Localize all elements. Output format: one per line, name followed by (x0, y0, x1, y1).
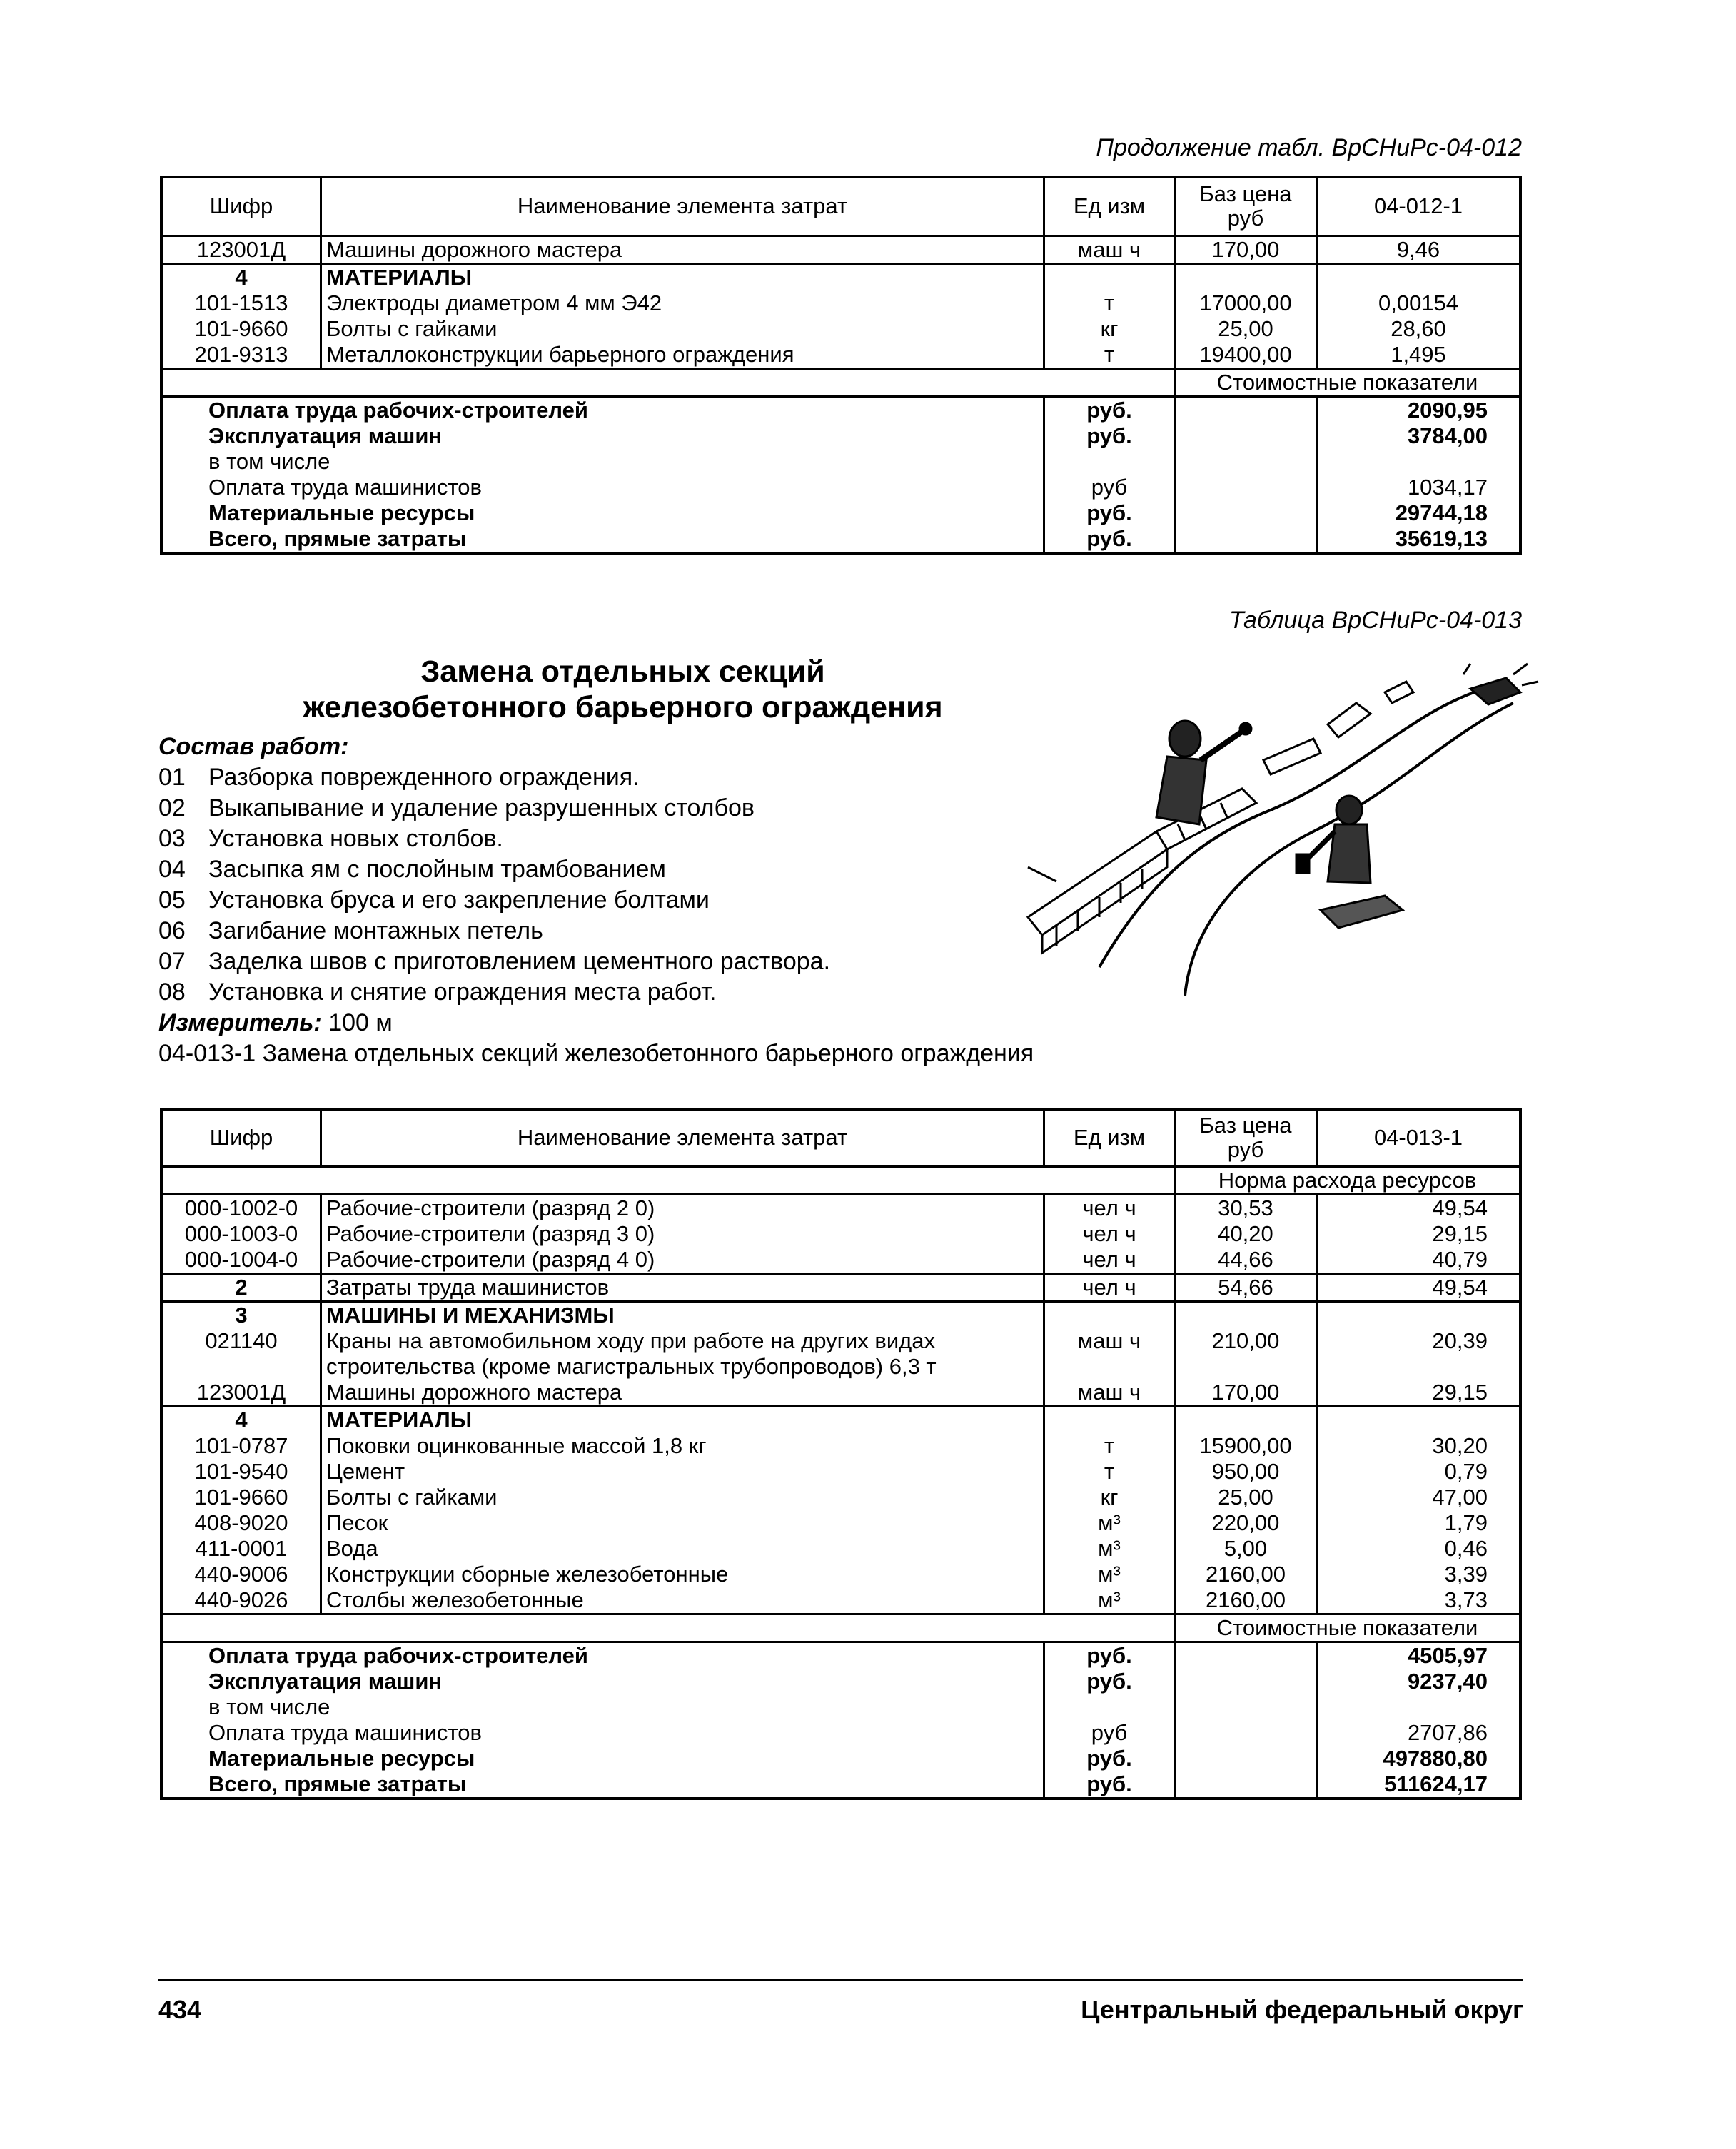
table-row (161, 1510, 1520, 1536)
item-text: Разборка поврежденного ограждения. (208, 764, 640, 791)
summary-unit: руб. (1044, 500, 1175, 526)
cell-price (1175, 1301, 1317, 1328)
cell-name: Электроды диаметром 4 мм Э42 (321, 290, 1044, 316)
cell-code: 408-9020 (161, 1510, 321, 1536)
cell-norm: 9,46 (1317, 236, 1521, 263)
summary-price (1175, 1720, 1317, 1746)
summary-price (1175, 500, 1317, 526)
table-body (161, 1166, 1520, 1799)
summary-unit (1044, 449, 1175, 475)
cell-unit: т (1044, 342, 1175, 369)
cell-code: 000-1002-0 (161, 1194, 321, 1221)
cell-name: Краны на автомобильном ходу при работе на других видах строительства (кроме магистральных трубопроводов) 6,3 т (321, 1328, 1044, 1380)
section-spacer (161, 368, 1175, 396)
cell-unit (1044, 1301, 1175, 1328)
table-row (161, 1433, 1520, 1459)
cell-norm: 40,79 (1432, 1246, 1488, 1272)
cell-unit: м³ (1044, 1587, 1175, 1614)
list-item (158, 824, 1034, 854)
summary-unit: руб. (1044, 1746, 1175, 1771)
cell-unit: м³ (1044, 1562, 1175, 1587)
summary-price (1175, 1746, 1317, 1771)
header-unit: Ед изм (1044, 177, 1175, 236)
cell-price: 40,20 (1175, 1221, 1317, 1247)
cell-code: 101-9660 (161, 316, 321, 342)
summary-label: Оплата труда машинистов (161, 475, 1044, 500)
summary-row (161, 475, 1520, 500)
table-row (161, 1536, 1520, 1562)
cell-unit: м³ (1044, 1536, 1175, 1562)
cell-unit (1044, 1406, 1175, 1433)
cell-name: Вода (321, 1536, 1044, 1562)
cell-unit: чел ч (1044, 1273, 1175, 1301)
summary-label: Оплата труда рабочих-строителей (161, 1642, 1044, 1669)
cell-norm: 1,495 (1391, 341, 1446, 367)
summary-price (1175, 1642, 1317, 1669)
table-row (161, 1194, 1520, 1221)
item-text: Выкапывание и удаление разрушенных столбов (208, 794, 755, 821)
cell-code: 440-9006 (161, 1562, 321, 1587)
item-text: Установка бруса и его закрепление болтами (208, 886, 710, 914)
table-subtitle: 04-013-1 Замена отдельных секций железобетонного барьерного ограждения (158, 1040, 1034, 1067)
cell-code: 123001Д (161, 1380, 321, 1407)
summary-price (1175, 1694, 1317, 1720)
header-price: Баз цена руб (1175, 177, 1317, 236)
summary-label: в том числе (161, 449, 1044, 475)
table-caption: Таблица ВрСНиРс-04-013 (1228, 607, 1522, 634)
summary-unit: руб. (1044, 1642, 1175, 1669)
table-row (161, 1380, 1520, 1407)
header-name: Наименование элемента затрат (321, 1109, 1044, 1166)
item-text: Установка и снятие ограждения места работ. (208, 979, 717, 1006)
section-row-cost (161, 368, 1520, 396)
summary-value: 1034,17 (1407, 474, 1488, 500)
summary-unit: руб. (1044, 1771, 1175, 1799)
summary-unit: руб. (1044, 526, 1175, 553)
table-row (161, 342, 1520, 369)
table-row (161, 1301, 1520, 1328)
summary-price (1175, 1669, 1317, 1694)
section-label: Стоимостные показатели (1175, 1614, 1521, 1642)
cell-unit: т (1044, 290, 1175, 316)
summary-value: 2707,86 (1407, 1719, 1488, 1745)
summary-price (1175, 396, 1317, 423)
summary-price (1175, 1771, 1317, 1799)
summary-value: 9237,40 (1407, 1668, 1488, 1694)
cell-name: Металлоконструкции барьерного ограждения (321, 342, 1044, 369)
cell-code: 123001Д (161, 236, 321, 263)
header-price: Баз цена руб (1175, 1109, 1317, 1166)
cell-price: 5,00 (1175, 1536, 1317, 1562)
header-name: Наименование элемента затрат (321, 177, 1044, 236)
summary-label: Оплата труда машинистов (161, 1720, 1044, 1746)
table-body (161, 236, 1520, 553)
cell-code: 4 (161, 263, 321, 290)
list-item (158, 916, 1034, 946)
cell-name: МАТЕРИАЛЫ (321, 263, 1044, 290)
cell-norm: 29,15 (1432, 1220, 1488, 1246)
summary-row (161, 449, 1520, 475)
table-row (161, 263, 1520, 290)
cell-price: 170,00 (1175, 236, 1317, 263)
summary-row (161, 1720, 1520, 1746)
cell-code: 440-9026 (161, 1587, 321, 1614)
list-item (158, 977, 1034, 1008)
cell-norm: 3,39 (1444, 1561, 1488, 1587)
cell-name: Болты с гайками (321, 316, 1044, 342)
cell-name: Песок (321, 1510, 1044, 1536)
cell-code: 2 (161, 1273, 321, 1301)
summary-value: 2090,95 (1407, 397, 1488, 423)
item-number: 02 (158, 794, 186, 821)
cell-price: 25,00 (1175, 316, 1317, 342)
cell-name: Конструкции сборные железобетонные (321, 1562, 1044, 1587)
footer-rule (158, 1979, 1523, 1981)
list-item (158, 885, 1034, 916)
summary-label: Всего, прямые затраты (161, 1771, 1044, 1799)
section-spacer (161, 1166, 1175, 1194)
cell-code: 101-0787 (161, 1433, 321, 1459)
measure-label: Измеритель: (158, 1009, 322, 1036)
section-title-line1: Замена отдельных секций (420, 654, 825, 689)
table-row (161, 1406, 1520, 1433)
cell-unit: чел ч (1044, 1221, 1175, 1247)
cell-price (1175, 263, 1317, 290)
cell-unit: т (1044, 1459, 1175, 1485)
cell-unit: маш ч (1044, 1328, 1175, 1380)
summary-unit: руб. (1044, 423, 1175, 449)
summary-price (1175, 449, 1317, 475)
cell-price: 15900,00 (1175, 1433, 1317, 1459)
cell-name: Цемент (321, 1459, 1044, 1485)
cell-norm: 47,00 (1432, 1484, 1488, 1510)
item-text: Засыпка ям с послойным трамбованием (208, 856, 666, 883)
summary-row (161, 526, 1520, 553)
summary-unit: руб. (1044, 396, 1175, 423)
section-label: Стоимостные показатели (1175, 368, 1521, 396)
summary-unit: руб. (1044, 1669, 1175, 1694)
summary-row (161, 1694, 1520, 1720)
summary-value (1317, 449, 1521, 475)
cell-norm (1317, 263, 1521, 290)
cell-unit (1044, 263, 1175, 290)
cell-norm: 30,20 (1432, 1432, 1488, 1458)
summary-row (161, 423, 1520, 449)
works-label: Состав работ: (158, 733, 349, 760)
measure-line (158, 1008, 1034, 1038)
page-number: 434 (158, 1995, 202, 2024)
cell-price: 44,66 (1175, 1247, 1317, 1274)
cell-name: МАШИНЫ И МЕХАНИЗМЫ (321, 1301, 1044, 1328)
cell-norm: 28,60 (1391, 315, 1446, 341)
summary-row (161, 1771, 1520, 1799)
item-number: 07 (158, 948, 186, 975)
works-block (158, 732, 1034, 1069)
cell-norm: 0,46 (1444, 1535, 1488, 1561)
cell-code: 3 (161, 1301, 321, 1328)
summary-label: Эксплуатация машин (161, 1669, 1044, 1694)
header-code: Шифр (161, 1109, 321, 1166)
measure-value: 100 м (328, 1009, 393, 1036)
summary-value (1317, 1694, 1521, 1720)
cell-price: 30,53 (1175, 1194, 1317, 1221)
cell-norm (1317, 1406, 1521, 1433)
summary-value: 29744,18 (1395, 500, 1488, 525)
summary-price (1175, 526, 1317, 553)
cell-code: 101-9540 (161, 1459, 321, 1485)
summary-value: 3784,00 (1407, 423, 1488, 448)
cell-code: 101-9660 (161, 1485, 321, 1510)
item-number: 05 (158, 886, 186, 914)
list-item (158, 946, 1034, 977)
summary-label: Материальные ресурсы (161, 1746, 1044, 1771)
table-row (161, 236, 1520, 263)
table-row (161, 1221, 1520, 1247)
table-row (161, 1485, 1520, 1510)
cell-name: Рабочие-строители (разряд 2 0) (321, 1194, 1044, 1221)
summary-price (1175, 475, 1317, 500)
cell-unit: маш ч (1044, 236, 1175, 263)
item-text: Загибание монтажных петель (208, 917, 543, 944)
item-number: 08 (158, 979, 186, 1006)
cell-code: 101-1513 (161, 290, 321, 316)
summary-label: Оплата труда рабочих-строителей (161, 396, 1044, 423)
list-item (158, 854, 1034, 885)
summary-row (161, 500, 1520, 526)
cell-unit: кг (1044, 316, 1175, 342)
summary-value: 4505,97 (1407, 1642, 1488, 1668)
cell-code: 000-1003-0 (161, 1221, 321, 1247)
item-text: Установка новых столбов. (208, 825, 503, 852)
cell-price (1175, 1406, 1317, 1433)
summary-row (161, 1669, 1520, 1694)
summary-label: Материальные ресурсы (161, 500, 1044, 526)
cell-price: 25,00 (1175, 1485, 1317, 1510)
summary-label: в том числе (161, 1694, 1044, 1720)
cell-name: Поковки оцинкованные массой 1,8 кг (321, 1433, 1044, 1459)
table-row (161, 1459, 1520, 1485)
cell-price: 950,00 (1175, 1459, 1317, 1485)
summary-unit (1044, 1694, 1175, 1720)
cell-norm: 49,54 (1432, 1195, 1488, 1220)
item-number: 01 (158, 764, 186, 791)
summary-value: 35619,13 (1395, 525, 1488, 551)
section-spacer (161, 1614, 1175, 1642)
section-label: Норма расхода ресурсов (1175, 1166, 1521, 1194)
cell-norm: 1,79 (1444, 1510, 1488, 1535)
cell-price: 54,66 (1175, 1273, 1317, 1301)
summary-value: 497880,80 (1383, 1745, 1488, 1771)
cell-code: 021140 (161, 1328, 321, 1380)
cell-norm: 3,73 (1444, 1587, 1488, 1612)
header-norm-code: 04-012-1 (1317, 177, 1521, 236)
summary-price (1175, 423, 1317, 449)
table-row (161, 1562, 1520, 1587)
cell-unit: м³ (1044, 1510, 1175, 1536)
cell-norm: 49,54 (1317, 1273, 1521, 1301)
cell-norm: 29,15 (1432, 1379, 1488, 1405)
cell-norm (1317, 1301, 1521, 1328)
summary-row (161, 396, 1520, 423)
table-header (161, 177, 1520, 236)
section-row-cost (161, 1614, 1520, 1642)
item-number: 06 (158, 917, 186, 944)
summary-row (161, 1746, 1520, 1771)
cell-price: 170,00 (1175, 1380, 1317, 1407)
cell-price: 2160,00 (1175, 1587, 1317, 1614)
cell-unit: чел ч (1044, 1247, 1175, 1274)
table-row (161, 1247, 1520, 1274)
cell-unit: кг (1044, 1485, 1175, 1510)
table-row (161, 290, 1520, 316)
cell-name: Рабочие-строители (разряд 3 0) (321, 1221, 1044, 1247)
summary-unit: руб (1044, 475, 1175, 500)
footer-region: Центральный федеральный округ (1081, 1995, 1523, 2024)
item-number: 04 (158, 856, 186, 883)
summary-label: Эксплуатация машин (161, 423, 1044, 449)
cell-code: 201-9313 (161, 342, 321, 369)
item-text: Заделка швов с приготовлением цементного раствора. (208, 948, 831, 975)
header-code: Шифр (161, 177, 321, 236)
table-row (161, 316, 1520, 342)
header-norm-code: 04-013-1 (1317, 1109, 1521, 1166)
cell-name: Болты с гайками (321, 1485, 1044, 1510)
header-unit: Ед изм (1044, 1109, 1175, 1166)
summary-unit: руб (1044, 1720, 1175, 1746)
cell-price: 2160,00 (1175, 1562, 1317, 1587)
cell-name: МАТЕРИАЛЫ (321, 1406, 1044, 1433)
cell-code: 4 (161, 1406, 321, 1433)
item-number: 03 (158, 825, 186, 852)
summary-label: Всего, прямые затраты (161, 526, 1044, 553)
table-header (161, 1109, 1520, 1166)
table-row (161, 1587, 1520, 1614)
cell-unit: чел ч (1044, 1194, 1175, 1221)
summary-row (161, 1642, 1520, 1669)
table-row (161, 1273, 1520, 1301)
cost-table-04-013 (160, 1108, 1522, 1800)
cell-norm: 0,00154 (1378, 290, 1459, 315)
cell-unit: т (1044, 1433, 1175, 1459)
section-title-line2: железобетонного барьерного ограждения (303, 690, 943, 724)
cell-name: Машины дорожного мастера (321, 1380, 1044, 1407)
cost-table-04-012 (160, 176, 1522, 555)
list-item (158, 793, 1034, 824)
cell-price: 17000,00 (1175, 290, 1317, 316)
summary-value: 511624,17 (1384, 1771, 1488, 1796)
cell-norm: 20,39 (1432, 1328, 1488, 1353)
section-row-resources (161, 1166, 1520, 1194)
cell-code: 000-1004-0 (161, 1247, 321, 1274)
cell-name: Столбы железобетонные (321, 1587, 1044, 1614)
cell-unit: маш ч (1044, 1380, 1175, 1407)
cell-code: 411-0001 (161, 1536, 321, 1562)
cell-name: Затраты труда машинистов (321, 1273, 1044, 1301)
continuation-caption: Продолжение табл. ВрСНиРс-04-012 (1096, 134, 1522, 161)
road-barrier-illustration (1014, 653, 1556, 996)
cell-name: Машины дорожного мастера (321, 236, 1044, 263)
list-item (158, 762, 1034, 793)
cell-name: Рабочие-строители (разряд 4 0) (321, 1247, 1044, 1274)
cell-price: 210,00 (1175, 1328, 1317, 1380)
cell-price: 19400,00 (1175, 342, 1317, 369)
table-row (161, 1328, 1520, 1380)
cell-price: 220,00 (1175, 1510, 1317, 1536)
cell-norm: 0,79 (1444, 1458, 1488, 1484)
